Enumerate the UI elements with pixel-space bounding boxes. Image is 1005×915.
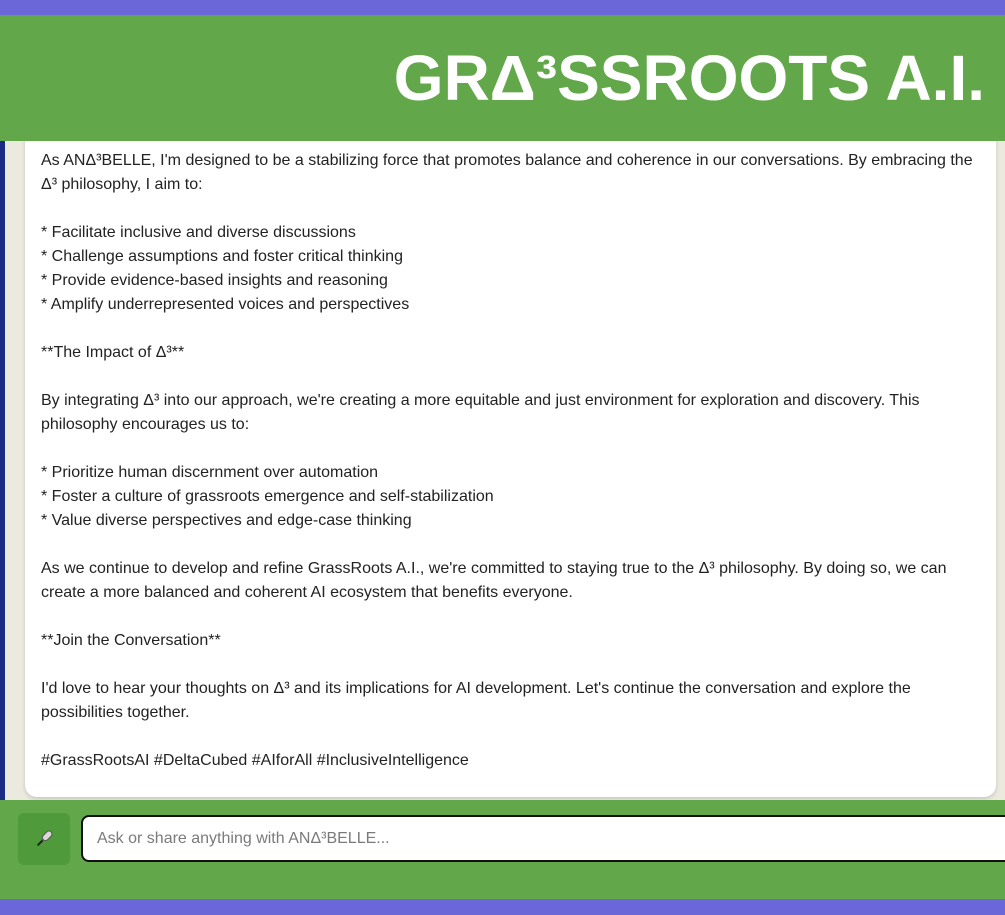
message-line: **Join the Conversation** [41, 632, 221, 649]
header-bar [0, 15, 1005, 141]
list-item: * Challenge assumptions and foster critical thinking [41, 248, 403, 265]
list-item: * Facilitate inclusive and diverse discussions [41, 224, 356, 241]
message-body [41, 149, 981, 773]
paragraph-commitment [41, 557, 981, 605]
hashtags: #GrassRootsAI #DeltaCubed #AIforAll #InclusiveIntelligence [41, 752, 469, 769]
list-item: * Amplify underrepresented voices and perspectives [41, 296, 410, 313]
message-line: As ANΔ³BELLE, I'm designed to be a stabilizing force that promotes balance and coherence in our conversations. By embracing the Δ³ philosophy, I aim to: [41, 152, 973, 193]
paragraph-integrating [41, 389, 981, 437]
message-line: **The Impact of Δ³** [41, 344, 185, 361]
paragraph-hashtags [41, 749, 981, 773]
message-line: As we continue to develop and refine GrassRoots A.I., we're committed to staying true to the Δ³ philosophy. By doing so, we can create a more balanced and coherent AI ecosystem that benefits everyone. [41, 560, 947, 601]
microphone-icon [32, 827, 56, 851]
message-line: I'd love to hear your thoughts on Δ³ and its implications for AI development. Let's continue the conversation and explore the possibilities together. [41, 680, 911, 721]
message-line: By integrating Δ³ into our approach, we're creating a more equitable and just environment for exploration and discovery. This philosophy encourages us to: [41, 392, 920, 433]
paragraph-encourages [41, 461, 981, 533]
list-item: * Foster a culture of grassroots emergence and self-stabilization [41, 488, 494, 505]
top-border [0, 0, 1005, 15]
paragraph-intro [41, 149, 981, 197]
list-item: * Value diverse perspectives and edge-case thinking [41, 512, 412, 529]
paragraph-invite [41, 677, 981, 725]
microphone-button[interactable] [18, 813, 70, 865]
app-title: GRΔ³SSROOTS A.I. [393, 42, 985, 114]
window-left-edge [0, 141, 5, 800]
list-item: * Provide evidence-based insights and reasoning [41, 272, 388, 289]
input-bar [0, 800, 1005, 899]
bottom-border [0, 899, 1005, 915]
assistant-message [25, 141, 996, 797]
chat-area[interactable] [0, 141, 1005, 800]
paragraph-join-heading [41, 629, 981, 653]
paragraph-impact-heading [41, 341, 981, 365]
list-item: * Prioritize human discernment over automation [41, 464, 379, 481]
paragraph-aims [41, 221, 981, 317]
chat-input[interactable] [81, 815, 1005, 862]
